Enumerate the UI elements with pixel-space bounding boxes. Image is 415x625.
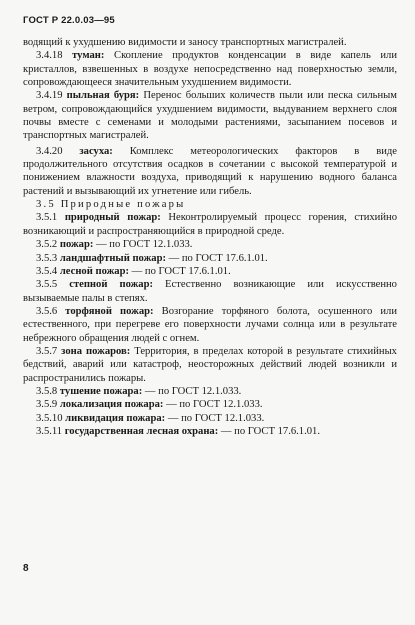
definition-text: — по ГОСТ 17.6.1.01. [168,252,268,264]
clause-number: 3.4.20 [36,145,63,157]
definition-text: — по ГОСТ 12.1.033. [166,399,263,411]
paragraph [23,238,397,251]
clause-number: 3.5.7 [36,345,58,357]
clause-number: 3.5.3 [36,252,58,264]
clause-number: 3.4.18 [36,50,63,62]
clause-number: 3.5.6 [36,305,58,317]
clause-number: 3.5.2 [36,239,58,251]
page-number: 8 [23,563,29,574]
term: засуха: [79,145,113,157]
paragraph [23,49,397,89]
term: лесной пожар: [59,265,130,277]
definition-text: Комплекс метеорологических факторов в виде продолжительного отсутствия осадков в сочетании с высокой температурой и понижением влажности воздуха, приводящий к нарушению водного баланса растений и вызывающий их угнетение или гибель. [23,145,397,197]
clause-number: 3.5.10 [36,412,63,424]
term: пожар: [59,239,94,251]
definition-text: Перенос больших количеств пыли или песка сильным ветром, сопровождающийся ухудшением видимости, выдуванием верхнего слоя почвы вместе с семенами и молодыми растениями, засыпанием посевов и транспортных магистралей. [23,90,398,142]
paragraph [23,265,397,278]
definition-text: — по ГОСТ 17.6.1.01. [220,425,320,437]
term: ландшафтный пожар: [59,252,166,264]
paragraph [23,278,397,305]
term: тушение пожара: [59,385,143,397]
definition-text: — по ГОСТ 12.1.033. [144,385,242,397]
definition-text: — по ГОСТ 12.1.033. [96,239,193,251]
term: туман: [72,50,105,62]
term: локализация пожара: [59,399,164,411]
term: пыльная буря: [66,90,140,102]
paragraph [23,425,397,438]
paragraph [23,412,397,425]
document-body [23,36,397,438]
term: зона пожаров: [61,345,131,357]
term: торфяной пожар: [65,305,154,317]
definition-text: Неконтролируемый процесс горения, стихийно возникающий и распространяющийся в природной среде. [23,212,397,237]
paragraph [23,305,397,345]
paragraph [23,145,397,198]
section-number: 3.5 [36,199,56,211]
clause-number: 3.5.1 [36,212,58,224]
clause-number: 3.5.4 [36,265,58,277]
paragraph [23,89,397,142]
definition-text: Естественно возникающие или искусственно вызываемые палы в степях. [23,279,397,304]
paragraph [23,252,397,265]
clause-number: 3.5.9 [36,399,58,411]
section-title: Природные пожары [60,199,186,211]
definition-text: Возгорание торфяного болота, осушенного или естественного, при перегреве его поверхности лучами солнца или в результате небрежного обращения людей с огнем. [23,305,397,344]
definition-text: — по ГОСТ 12.1.033. [167,412,265,424]
paragraph [23,385,397,398]
term: государственная лесная охрана: [64,425,219,437]
paragraph [23,345,397,385]
paragraph [23,398,397,411]
term: степной пожар: [69,279,153,291]
definition-text: Территория, в пределах которой в результате стихийных бедствий, аварий или катастроф, неосторожных действий людей возникли и распространились пожары. [23,345,397,384]
document-header: ГОСТ Р 22.0.03—95 [23,15,115,26]
paragraph-text: водящий к ухудшению видимости и заносу транспортных магистралей. [23,37,347,48]
clause-number: 3.5.5 [36,279,58,291]
definition-text: Скопление продуктов конденсации в виде капель или кристаллов, взвешенных в воздухе непосредственно над поверхностью земли, сопровождающееся значительным ухудшением видимости. [23,50,398,89]
definition-text: — по ГОСТ 17.6.1.01. [131,265,231,277]
paragraph [23,36,397,49]
clause-number: 3.5.8 [36,385,58,397]
section-heading [23,198,397,211]
term: природный пожар: [64,212,161,224]
paragraph [23,211,397,238]
term: ликвидация пожара: [65,412,166,424]
clause-number: 3.4.19 [36,90,63,102]
clause-number: 3.5.11 [36,425,63,437]
